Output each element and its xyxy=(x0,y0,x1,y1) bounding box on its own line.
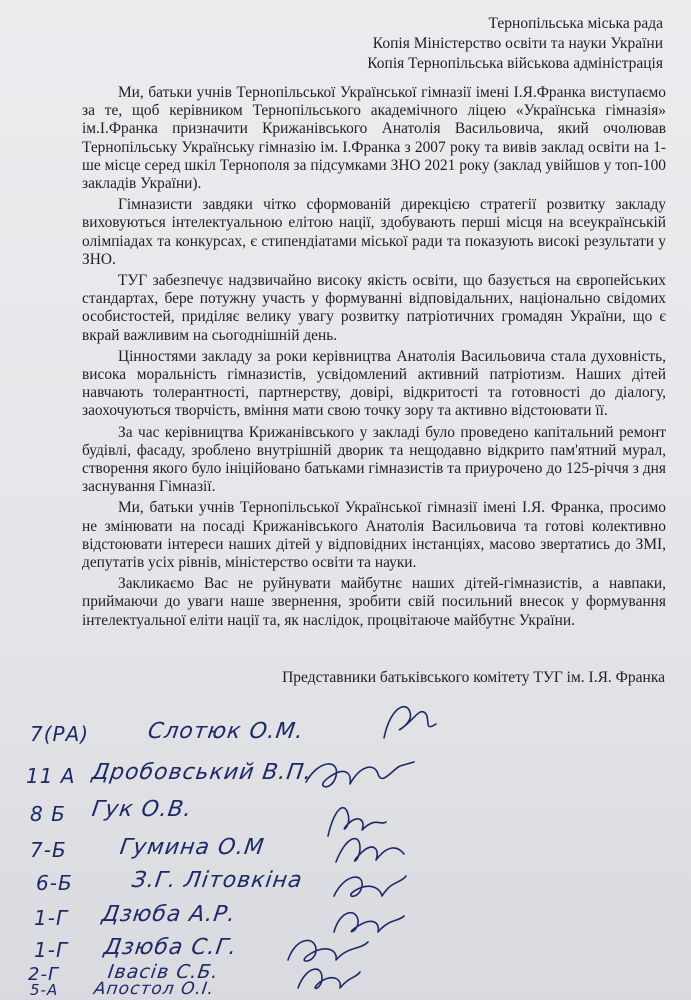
signature-block-title: Представники батьківського комітету ТУГ ім. І.Я. Франка xyxy=(282,669,665,686)
signer-name: Дзюба А.Р. xyxy=(100,902,238,927)
addressee-line-3: Копія Тернопільська військова адміністрація xyxy=(367,55,663,72)
paragraph: ТУГ забезпечує надзвичайно високу якість освіти, що базується на європейських стандартах, бере потужну участь у формуванні відповідальних, національно свідомих особистостей, приділяє велику увагу розвитку патріотичних громадян України, що є вкрай важливим на сьогоднішній день. xyxy=(82,272,666,344)
signer-class: 7(РА) xyxy=(30,722,90,746)
paragraph: Гімназисти завдяки чітко сформованій дирекцією стратегії розвитку закладу виховуються інтелектуальною елітою нації, здобувають перші місця на всеукраїнській олімпіадах та конкурсах, є стипендіатами міської ради та показують високі результати у ЗНО. xyxy=(82,196,666,268)
signer-name: Дзюба С.Г. xyxy=(102,935,239,960)
signer-name: Гумина О.М xyxy=(118,835,267,860)
signature-mark xyxy=(380,698,440,748)
signer-class: 1-Г xyxy=(34,906,69,930)
signer-name: Дробовський В.П. xyxy=(90,760,314,785)
signer-class: 6-Б xyxy=(36,871,73,895)
signer-name: Слотюк О.М. xyxy=(146,719,306,744)
signature-mark xyxy=(300,752,420,802)
signer-class: 5-А xyxy=(30,981,59,999)
paragraph: За час керівництва Крижанівського у закладі було проведено капітальний ремонт будівлі, фасаду, зроблено внутрішній дворик та нещодавно відкрито пам'ятний мурал, створення якого було ініційовано батьками гімназистів та приурочено до 125-річчя з дня заснування Гімназії. xyxy=(82,423,666,496)
paragraph: Ми, батьки учнів Тернопільської Української гімназії імені І.Я.Франка виступаємо за те, щоб керівником Тернопільського академічного ліцею «Українська гімназія» ім.І.Франка призначити Крижанівського Анатолія Васильовича, який очолював Тернопільську Українську гімназію ім. І.Франка з 2007 року та вивів заклад освіти на 1-ше місце серед шкіл Тернополя за підсумками ЗНО 2021 року (заклад увійшов у топ-100 закладів України). xyxy=(82,84,666,193)
addressee-line-2: Копія Міністерство освіти та науки України xyxy=(372,35,663,52)
letter-body xyxy=(82,84,666,633)
signer-name: Апостол О.І. xyxy=(92,979,216,999)
paragraph: Ми, батьки учнів Тернопільської Української гімназії імені І.Я. Франка, просимо не змінювати на посаді Крижанівського Анатолія Васильовича та готові колективно відстоювати інтереси наших дітей у відповідних інстанціях, масово звертатись до ЗМІ, депутатів усіх рівнів, міністерство освіти та науки. xyxy=(82,499,666,572)
paragraph: Цінностями закладу за роки керівництва Анатолія Васильовича стала духовність, висока моральність гімназистів, усвідомлений активний патріотизм. Наших дітей навчають толерантності, партнерству, довірі, відкритості та готовності до діалогу, заохочуються творчість, вміння мати свою точку зору та активно відстоювати її. xyxy=(82,347,666,420)
signer-class: 2-Г xyxy=(28,964,59,985)
signer-class: 8 Б xyxy=(30,802,66,826)
signer-name: Івасів С.Б. xyxy=(106,961,221,983)
signer-name: Гук О.В. xyxy=(90,797,194,822)
signer-class: 1-Г xyxy=(34,938,69,962)
paragraph: Закликаємо Вас не руйнувати майбутнє наших дітей-гімназистів, а навпаки, приймаючи до уваги наше звернення, зробити свій посильний внесок у формування інтелектуальної еліти нації та, як наслідок, процвітаюче майбутнє України. xyxy=(82,575,666,629)
signer-class: 11 А xyxy=(26,764,76,788)
signer-name: З.Г. Літовкіна xyxy=(130,868,305,893)
addressee-block xyxy=(367,14,663,74)
signature-mark xyxy=(292,958,362,998)
addressee-line-1: Тернопільська міська рада xyxy=(488,15,663,32)
signer-class: 7-Б xyxy=(30,838,67,862)
